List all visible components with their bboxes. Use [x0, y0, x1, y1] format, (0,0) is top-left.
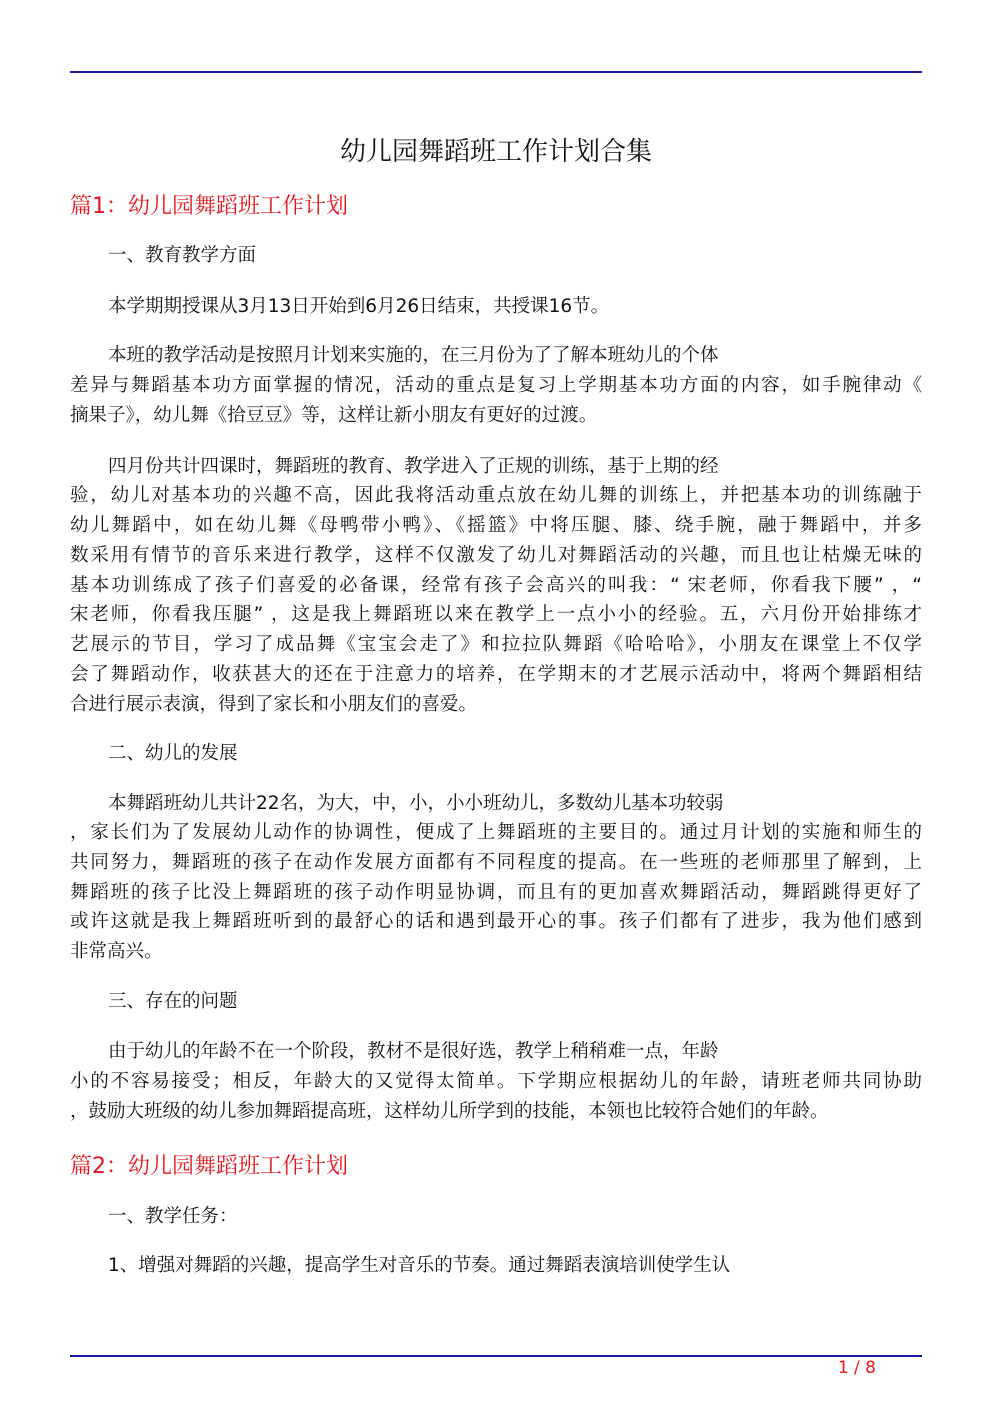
text-line: 非常高兴。 [70, 941, 163, 962]
text-line: 摘果子》，幼儿舞《拾豆豆》等，这样让新小朋友有更好的过渡。 [70, 405, 598, 426]
text-line: 会了舞蹈动作，收获甚大的还在于注意力的培养，在学期末的才艺展示活动中，将两个舞蹈相结 [70, 664, 922, 685]
text-line: 由于幼儿的年龄不在一个阶段，教材不是很好选，教学上稍稍难一点，年龄 [108, 1041, 719, 1062]
text-line: 四月份共计四课时，舞蹈班的教育、教学进入了正规的训练，基于上期的经 [108, 456, 719, 477]
text-line: 验，幼儿对基本功的兴趣不高，因此我将活动重点放在幼儿舞的训练上，并把基本功的训练融于 [70, 485, 922, 506]
text-line: 幼儿舞蹈中，如在幼儿舞《母鸭带小鸭》、《摇篮》中将压腿、膝、绕手腕，融于舞蹈中，并多 [70, 515, 922, 536]
page-number: 1 / 8 [837, 1358, 876, 1378]
text-line: 宋老师，你看我压腿” ，这是我上舞蹈班以来在教学上一点小小的经验。五，六月份开始排练才 [70, 604, 922, 625]
text-line: 差异与舞蹈基本功方面掌握的情况，活动的重点是复习上学期基本功方面的内容，如手腕律动《 [70, 375, 922, 396]
text-line: ，鼓励大班级的幼儿参加舞蹈提高班，这样幼儿所学到的技能，本领也比较符合她们的年龄。 [70, 1101, 829, 1122]
text-line: 小的不容易接受；相反，年龄大的又觉得太简单。下学期应根据幼儿的年龄，请班老师共同协助 [70, 1071, 922, 1092]
section-heading-1: 篇1：幼儿园舞蹈班工作计划 [70, 194, 348, 219]
document-title: 幼儿园舞蹈班工作计划合集 [339, 137, 652, 167]
text-line: 数采用有情节的音乐来进行教学，这样不仅激发了幼儿对舞蹈活动的兴趣，而且也让枯燥无味的 [70, 545, 922, 566]
text-line: 艺展示的节目，学习了成品舞《宝宝会走了》和拉拉队舞蹈《哈哈哈》，小朋友在课堂上不仅学 [70, 634, 922, 655]
text-line: 舞蹈班的孩子比没上舞蹈班的孩子动作明显协调，而且有的更加喜欢舞蹈活动，舞蹈跳得更好了 [70, 882, 922, 903]
text-line: 或许这就是我上舞蹈班听到的最舒心的话和遇到最开心的事。孩子们都有了进步，我为他们感到 [70, 911, 922, 932]
text-line: ，家长们为了发展幼儿动作的协调性，便成了上舞蹈班的主要目的。通过月计划的实施和师生的 [70, 822, 922, 843]
text-line: 共同努力，舞蹈班的孩子在动作发展方面都有不同程度的提高。在一些班的老师那里了解到，上 [70, 852, 922, 873]
text-line: 二、幼儿的发展 [108, 743, 238, 764]
text-line: 本班的教学活动是按照月计划来实施的，在三月份为了了解本班幼儿的个体 [108, 345, 719, 366]
text-line: 本舞蹈班幼儿共计22名，为大，中，小，小小班幼儿，多数幼儿基本功较弱 [108, 793, 724, 814]
footer-rule [70, 1355, 922, 1357]
section-heading-2: 篇2：幼儿园舞蹈班工作计划 [70, 1154, 348, 1179]
text-line: 基本功训练成了孩子们喜爱的必备课，经常有孩子会高兴的叫我：“ 宋老师，你看我下腰” ，“ [70, 575, 922, 596]
text-line: 1、增强对舞蹈的兴趣，提高学生对音乐的节奏。通过舞蹈表演培训使学生认 [108, 1255, 731, 1276]
text-line: 合进行展示表演，得到了家长和小朋友们的喜爱。 [70, 694, 478, 715]
text-line: 一、教学任务： [108, 1206, 238, 1227]
header-rule [70, 71, 922, 73]
text-line: 本学期期授课从3月13日开始到6月26日结束，共授课16节。 [108, 296, 610, 317]
text-line: 三、存在的问题 [108, 991, 238, 1012]
text-line: 一、教育教学方面 [108, 245, 257, 266]
